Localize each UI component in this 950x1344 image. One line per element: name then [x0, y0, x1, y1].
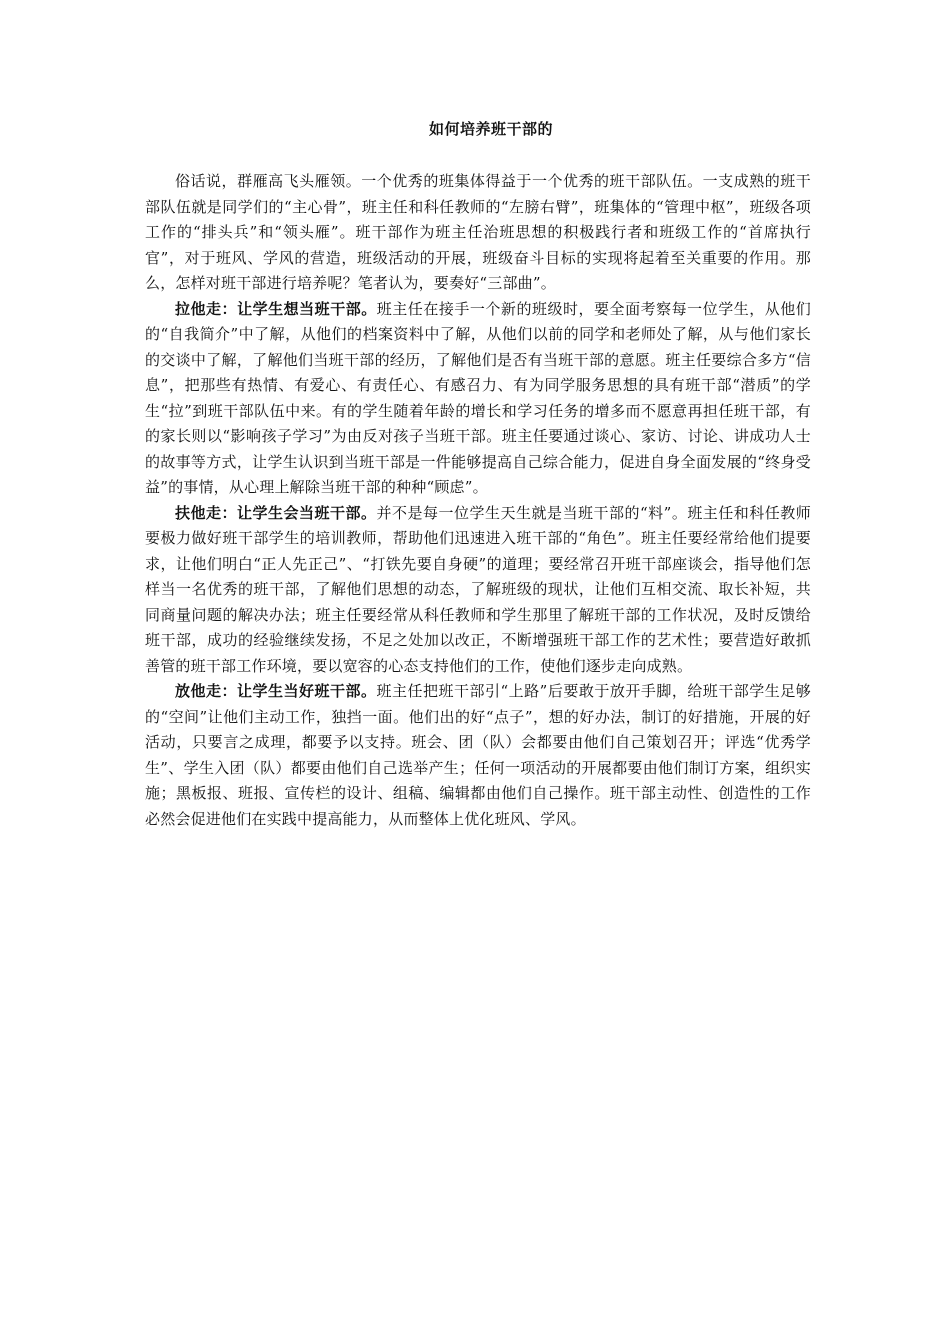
section-paragraph-2 — [145, 501, 811, 680]
section-heading-2: 扶他走：让学生会当班干部。 — [175, 503, 377, 522]
section-paragraph-3 — [145, 679, 811, 832]
section-heading-3: 放他走：让学生当好班干部。 — [175, 682, 377, 700]
section-body-2: 并不是每一位学生天生就是当班干部的“料”。班主任和科任教师要极力做好班干部学生的培训教师，帮助他们迅速进入班干部的“角色”。班主任要经常给他们提要求，让他们明白“正人先正己”、“打铁先要自身硬”的道理；要经常召开班干部座谈会，指导他们怎样当一名优秀的班干部，了解他们思想的动态，了解班级的现状，让他们互相交流、取长补短，共同商量问题的解决办法；班主任要经常从科任教师和学生那里了解班干部的工作状况，及时反馈给班干部，成功的经验继续发扬，不足之处加以改正，不断增强班干部工作的艺术性；要营造好敢抓善管的班干部工作环境，要以宽容的心态支持他们的工作，使他们逐步走向成熟。 — [145, 503, 812, 675]
section-body-1: 班主任在接手一个新的班级时，要全面考察每一位学生，从他们的“自我简介”中了解，从他们的档案资料中了解，从他们以前的同学和老师处了解，从与他们家长的交谈中了解，了解他们当班干部的经历，了解他们是否有当班干部的意愿。班主任要综合多方“信息”，把那些有热情、有爱心、有责任心、有感召力、有为同学服务思想的具有班干部“潜质”的学生“拉”到班干部队伍中来。有的学生随着年龄的增长和学习任务的增多而不愿意再担任班干部，有的家长则以“影响孩子学习”为由反对孩子当班干部。班主任要通过谈心、家访、讨论、讲成功人士的故事等方式，让学生认识到当班干部是一件能够提高自己综合能力，促进自身全面发展的“终身受益”的事情，从心理上解除当班干部的种种“顾虑”。 — [145, 299, 811, 496]
document-title: 如何培养班干部的 — [428, 120, 553, 138]
section-body-3: 班主任把班干部引“上路”后要敢于放开手脚，给班干部学生足够的“空间”让他们主动工作，独挡一面。他们出的好“点子”，想的好办法，制订的好措施，开展的好活动，只要言之成理，都要予以支持。班会、团（队）会都要由他们自己策划召开；评选“优秀学生”、学生入团（队）都要由他们自己选举产生；任何一项活动的开展都要由他们制订方案，组织实施；黑板报、班报、宣传栏的设计、组稿、编辑都由他们自己操作。班干部主动性、创造性的工作必然会促进他们在实践中提高能力，从而整体上优化班风、学风。 — [145, 682, 812, 828]
document-page — [145, 118, 811, 832]
section-paragraph-1 — [145, 297, 811, 501]
intro-paragraph: 俗话说，群雁高飞头雁领。一个优秀的班集体得益于一个优秀的班干部队伍。一支成熟的班干部队伍就是同学们的“主心骨”，班主任和科任教师的“左膀右臂”，班集体的“管理中枢”，班级各项工作的“排头兵”和“领头雁”。班干部作为班主任治班思想的积极践行者和班级工作的“首席执行官”，对于班风、学风的营造，班级活动的开展，班级奋斗目标的实现将起着至关重要的作用。那么，怎样对班干部进行培养呢？笔者认为，要奏好“三部曲”。 — [145, 172, 811, 292]
section-heading-1: 拉他走：让学生想当班干部。 — [175, 299, 377, 318]
